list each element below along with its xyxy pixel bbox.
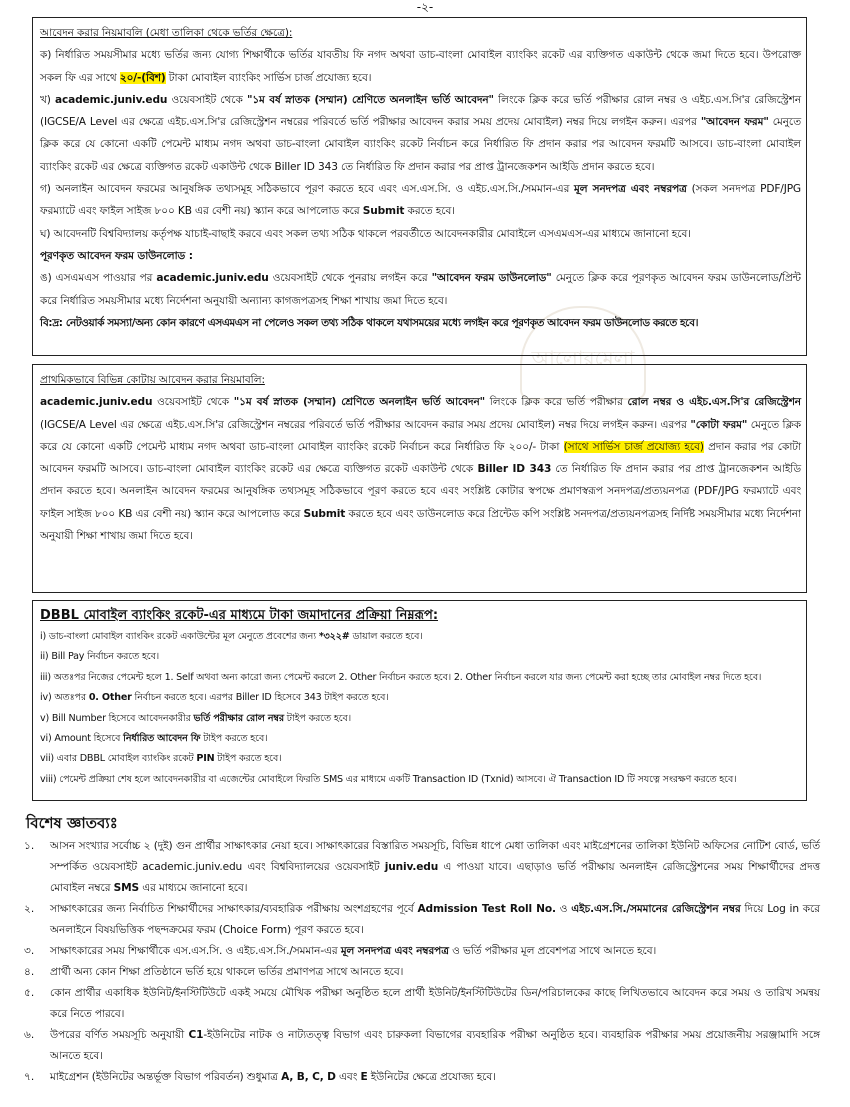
payment-step: viii) পেমেন্ট প্রক্রিয়া শেষ হলে আবেদনকারীর বা এজেন্টের মোবাইলে ফিরতি SMS এর মাধ্যমে একটি Transaction ID (Txnid) আসবে। ঐ Transaction ID টি সযত্নে সংরক্ষণ করতে হবে। [40,773,737,785]
payment-step: vi) Amount হিসেবে নির্ধারিত আবেদন ফি টাইপ করতে হবে। [40,733,268,745]
note-number: ৭. [24,1071,35,1083]
online-admission-link-text: "১ম বর্ষ স্নাতক (সম্মান) শ্রেণিতে অনলাইন ভর্তি আবেদন" [246,93,494,106]
note-text: কোন প্রার্থীর একাধিক ইউনিট/ইনস্টিটিউটে একই সময়ে মৌখিক পরীক্ষা অনুষ্ঠিত হলে প্রার্থী ইউনিট/ইনস্টিটিউটের ডিন/পরিচালকের কাছে লিখিতভাবে আবেদন করে সময় ও তারিখ সমন্বয় করে নিতে পারবে। [50,987,820,1020]
note-number: ২. [24,903,35,915]
download-heading: পূরণকৃত আবেদন ফরম ডাউনলোড : [40,249,193,262]
quota-application-rules-box [32,364,807,593]
dbbl-payment-process-box [32,600,807,801]
section-heading: আবেদন করার নিয়মাবলি (মেধা তালিকা থেকে ভর্তির ক্ষেত্রে): [40,27,293,39]
merit-application-rules-box [32,17,807,356]
note-number: ৩. [24,945,35,957]
note-text: সাক্ষাৎকারের সময় শিক্ষার্থীকে এস.এস.সি. ও এইচ.এস.সি./সমমান-এর মূল সনদপত্র এবং নম্বরপত্র ও ভর্তি পরীক্ষার মূল প্রবেশপত্র সাথে আনতে হবে। [50,945,657,957]
note-text: উপরের বর্ণিত সময়সূচি অনুযায়ী C1-ইউনিটের নাটক ও নাট্যতত্ত্ব বিভাগ এবং চারুকলা বিভাগের ব্যবহারিক পরীক্ষা অনুষ্ঠিত হবে। ব্যবহারিক পরীক্ষার সময় প্রয়োজনীয় সরঞ্জামাদি সঙ্গে আনতে হবে। [50,1029,820,1062]
payment-step: iv) অতঃপর 0. Other নির্বাচন করতে হবে। এরপর Biller ID হিসেবে 343 টাইপ করতে হবে। [40,692,389,704]
service-charge-highlight: ২০/-(বিশ) [119,71,166,84]
note-number: ৬. [24,1029,35,1041]
note-text: সাক্ষাৎকারের জন্য নির্বাচিত শিক্ষার্থীদের সাক্ষাৎকার/ব্যবহারিক পরীক্ষায় অংশগ্রহণের পূর্বে Admission Test Roll No. ও এইচ.এস.সি./সমমানের রেজিস্ট্রেশন নম্বর দিয়ে Log in করে অনলাইনে বিষয়ভিত্তিক পছন্দক্রমের ফরম (Choice Form) পূরণ করতে হবে। [50,903,820,936]
note-number: ১. [24,840,35,852]
note-text: প্রার্থী অন্য কোন শিক্ষা প্রতিষ্ঠানে ভর্তি হয়ে থাকলে ভর্তির প্রমাণপত্র সাথে আনতে হবে। [50,966,404,978]
note-text: মাইগ্রেশন (ইউনিটের অন্তর্ভূক্ত বিভাগ পরিবর্তন) শুধুমাত্র A, B, C, D এবং E ইউনিটের ক্ষেত্রে প্রযোজ্য হবে। [50,1071,496,1083]
application-form-menu-text: "আবেদন ফরম" [700,116,769,129]
note-item [22,1025,820,1067]
rule-uma: ঙ) এসএমএস পাওয়ার পর academic.juniv.edu ওয়েবসাইট থেকে পুনরায় লগইন করে "আবেদন ফরম ডাউনলোড" মেনুতে ক্লিক করে পূরণকৃত আবেদন ফরম ডাউনলোড/প্রিন্ট করে নির্ধারিত সময়সীমার মধ্যে নির্দেশনা অনুযায়ী অন্যান্য কাগজপত্রসহ শিক্ষা শাখায় জমা দিতে হবে। [40,272,801,307]
note-number: ৪. [24,966,35,978]
payment-step: i) ডাচ-বাংলা মোবাইল ব্যাংকিং রকেট একাউন্টের মূল মেনুতে প্রবেশের জন্য *৩২২# ডায়াল করতে হবে। [40,631,423,642]
rule-gha: ঘ) আবেদনটি বিশ্ববিদ্যালয় কর্তৃপক্ষ যাচাই-বাছাই করবে এবং সকল তথ্য সঠিক থাকলে পরবর্তীতে আবেদনকারীর মোবাইলে এসএমএস-এর মাধ্যমে জানানো হবে। [40,227,691,240]
payment-step: ii) Bill Pay নির্বাচন করতে হবে। [40,651,160,663]
notes-heading: বিশেষ জ্ঞাতব্যঃ [26,814,118,832]
special-notes [22,812,820,1088]
note-item [22,899,820,941]
watermark-logo: আলোরমেলা [520,306,646,400]
payment-step: v) Bill Number হিসেবে আবেদনকারীর ভর্তি পরীক্ষার রোল নম্বর টাইপ করতে হবে। [40,712,351,724]
note-text: আসন সংখ্যার সর্বোচ্চ ২ (দুই) গুন প্রার্থীর সাক্ষাৎকার নেয়া হবে। সাক্ষাৎকারের বিস্তারিত সময়সূচি, বিভিন্ন ধাপে মেধা তালিকা এবং মাইগ্রেশনের তালিকা ইউনিট অফিসের নোটিশ বোর্ড, ভর্তি সম্পর্কিত ওয়েবসাইট academic.juniv.edu এবং বিশ্ববিদ্যালয়ের ওয়েবসাইট juniv.edu এ পাওয়া যাবে। এছাড়াও ভর্তি পরীক্ষায় অনলাইন রেজিস্ট্রেশনের সময় শিক্ষার্থীদের প্রদত্ত মোবাইল নম্বরে SMS এর মাধ্যমে জানানো হবে। [50,840,820,894]
website-link[interactable]: academic.juniv.edu [54,93,168,106]
rule-ka: ক) নির্ধারিত সময়সীমার মধ্যে ভর্তির জন্য যোগ্য শিক্ষার্থীকে ভর্তির যাবতীয় ফি নগদ অথবা ডাচ-বাংলা মোবাইল ব্যাংকিং রকেট এর ব্যক্তিগত একাউন্ট থেকে জমা দিতে হবে। উপরোক্ত সকল ফি এর সাথে ২০/-(বিশ) টাকা মোবাইল ব্যাংকিং সার্ভিস চার্জ প্রযোজ্য হবে। [40,49,801,84]
quota-rule-text: academic.juniv.edu ওয়েবসাইট থেকে "১ম বর্ষ স্নাতক (সম্মান) শ্রেণিতে অনলাইন ভর্তি আবেদন" লিংকে ক্লিক করে ভর্তি পরীক্ষার রোল নম্বর ও এইচ.এস.সি'র রেজিস্ট্রেশন (IGCSE/A Level এর ক্ষেত্রে এইচ.এস.সি'র রেজিস্ট্রেশন নম্বরের পরিবর্তে ভর্তি পরীক্ষার আবেদন করার সময় প্রদেয় মোবাইল) নম্বর দিয়ে লগইন করুন। এরপর "কোটা ফরম" মেনুতে ক্লিক করে যে কোনো একটি পেমেন্ট মাধ্যম নগদ অথবা ডাচ-বাংলা মোবাইল ব্যাংকিং রকেট নির্বাচন করে নির্ধারিত ফি ২০০/- টাকা (সাথে সার্ভিস চার্জ প্রযোজ্য হবে) প্রদান করার পর কোটা আবেদন ফরমটি আসবে। ডাচ-বাংলা মোবাইল ব্যাংকিং রকেট এর ক্ষেত্রে ব্যক্তিগত রকেট একাউন্ট থেকে Biller ID 343 তে নির্ধারিত ফি প্রদান করার পর প্রাপ্ত ট্রানজেকশন আইডি প্রদান করতে হবে। অনলাইন আবেদন ফরমের আনুষঙ্গিক তথ্যসমূহ সঠিকভাবে পূরণ করতে হবে এবং সংশ্লিষ্ট কোটার স্বপক্ষে প্রমাণস্বরূপ সনদপত্র/প্রত্যয়নপত্র (PDF/JPG ফরম্যাটে এবং ফাইল সাইজ ৮০০ KB এর বেশী নয়) স্ক্যান করে আপলোড করে Submit করতে হবে এবং ডাউনলোড করে প্রিন্টেড কপি সংশ্লিষ্ট সনদপত্র/প্রত্যয়নপত্রসহ নির্দিষ্ট সময়সীমার মধ্যে নির্দেশনা অনুযায়ী শিক্ষা শাখায় জমা দিতে হবে। [40,396,801,543]
rule-ga: গ) অনলাইন আবেদন ফরমের আনুষঙ্গিক তথ্যসমূহ সঠিকভাবে পূরণ করতে হবে এবং এস.এস.সি. ও এইচ.এস.সি./সমমান-এর মূল সনদপত্র এবং নম্বরপত্র (সকল সনদপত্র PDF/JPG ফরম্যাটে এবং ফাইল সাইজ ৮০০ KB এর বেশী নয়) স্ক্যান করে আপলোড করে Submit করতে হবে। [40,183,801,218]
note-text: বি:দ্র: নেটওয়ার্ক সমস্যা/অন্য কোন কারণে এসএমএস না পেলেও সকল তথ্য সঠিক থাকলে যথাসময়ের মধ্যে লগইন করে পূরণকৃত আবেদন ফরম ডাউনলোড করতে হবে। [40,316,699,329]
note-item [22,941,820,962]
note-item [22,836,820,899]
service-charge-highlight: (সাথে সার্ভিস চার্জ প্রযোজ্য হবে) [563,440,704,453]
payment-step: iii) অতঃপর নিজের পেমেন্ট হলে 1. Self অথবা অন্য কারো জন্য পেমেন্ট করলে 2. Other নির্বাচন করতে হবে। 2. Other নির্বাচন করলে যার জন্য পেমেন্ট করা হচ্ছে তার মোবাইল নম্বর দিতে হবে। [40,671,762,683]
page-number: -২- [416,0,434,14]
note-item [22,1067,820,1088]
note-item [22,962,820,983]
note-number: ৫. [24,987,35,999]
section-heading: DBBL মোবাইল ব্যাংকিং রকেট-এর মাধ্যমে টাকা জমাদানের প্রক্রিয়া নিম্নরূপ: [40,608,439,623]
note-item [22,983,820,1025]
payment-step: vii) এবার DBBL মোবাইল ব্যাংকিং রকেট PIN টাইপ করতে হবে। [40,753,282,765]
rule-kha: খ) academic.juniv.edu ওয়েবসাইট থেকে "১ম বর্ষ স্নাতক (সম্মান) শ্রেণিতে অনলাইন ভর্তি আবেদন" লিংকে ক্লিক করে ভর্তি পরীক্ষার রোল নম্বর ও এইচ.এস.সি'র রেজিস্ট্রেশন (IGCSE/A Level এর ক্ষেত্রে এইচ.এস.সি'র রেজিস্ট্রেশন নম্বরের পরিবর্তে ভর্তি পরীক্ষার আবেদন করার সময় প্রদেয় মোবাইল) নম্বর দিয়ে লগইন করুন। এরপর "আবেদন ফরম" মেনুতে ক্লিক করে যে কোনো একটি পেমেন্ট মাধ্যম নগদ অথবা ডাচ-বাংলা মোবাইল ব্যাংকিং রকেট নির্বাচন করে নির্ধারিত ফি প্রদান করার পর আবেদন ফরমটি আসবে। ডাচ-বাংলা মোবাইল ব্যাংকিং রকেট এর ক্ষেত্রে ব্যক্তিগত রকেট একাউন্ট থেকে Biller ID 343 তে নির্ধারিত ফি প্রদান করার পর প্রাপ্ত ট্রানজেকশন আইডি প্রদান করতে হবে। [40,93,801,173]
section-heading: প্রাথমিকভাবে বিভিন্ন কোটায় আবেদন করার নিয়মাবলি: [40,374,265,386]
website-link[interactable]: academic.juniv.edu [40,396,153,409]
website-link[interactable]: academic.juniv.edu [156,272,269,285]
